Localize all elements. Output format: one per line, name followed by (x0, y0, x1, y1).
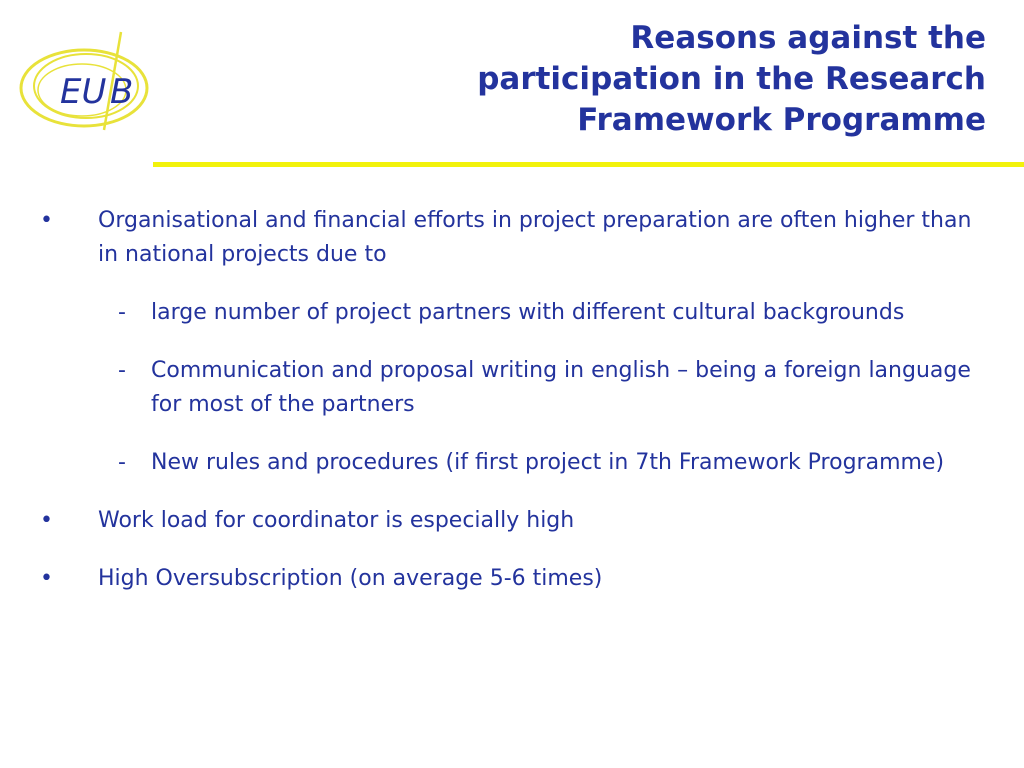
sub-item-text: large number of project partners with different cultural backgrounds (151, 300, 905, 325)
page-title (346, 18, 986, 141)
title-line-2: participation in the Research (477, 61, 986, 97)
bullet-list (38, 204, 998, 620)
eub-logo (18, 26, 158, 136)
bullet-marker: • (40, 566, 53, 591)
sub-item-text: New rules and procedures (if first project in 7th Framework Programme) (151, 450, 945, 475)
bullet-item-2 (38, 504, 998, 538)
title-line-1: Reasons against the (630, 20, 986, 56)
bullet-text: High Oversubscription (on average 5-6 times) (98, 566, 603, 591)
sub-item-text: Communication and proposal writing in english – being a foreign language for most of the partners (151, 358, 971, 417)
sub-item-1 (38, 296, 998, 330)
sub-item-2 (38, 354, 998, 422)
title-line-3: Framework Programme (577, 102, 986, 138)
logo-text-left: EU (60, 72, 107, 112)
bullet-marker: • (40, 208, 53, 233)
dash-marker: - (118, 358, 126, 383)
bullet-marker: • (40, 508, 53, 533)
title-divider (153, 162, 1024, 167)
dash-marker: - (118, 300, 126, 325)
bullet-text: Work load for coordinator is especially high (98, 508, 575, 533)
bullet-item-1 (38, 204, 998, 272)
sub-item-3 (38, 446, 998, 480)
eub-logo-icon (18, 26, 158, 136)
dash-marker: - (118, 450, 126, 475)
bullet-item-3 (38, 562, 998, 596)
logo-text-right: B (110, 72, 134, 112)
bullet-text: Organisational and financial efforts in project preparation are often higher than in national projects due to (98, 208, 972, 267)
